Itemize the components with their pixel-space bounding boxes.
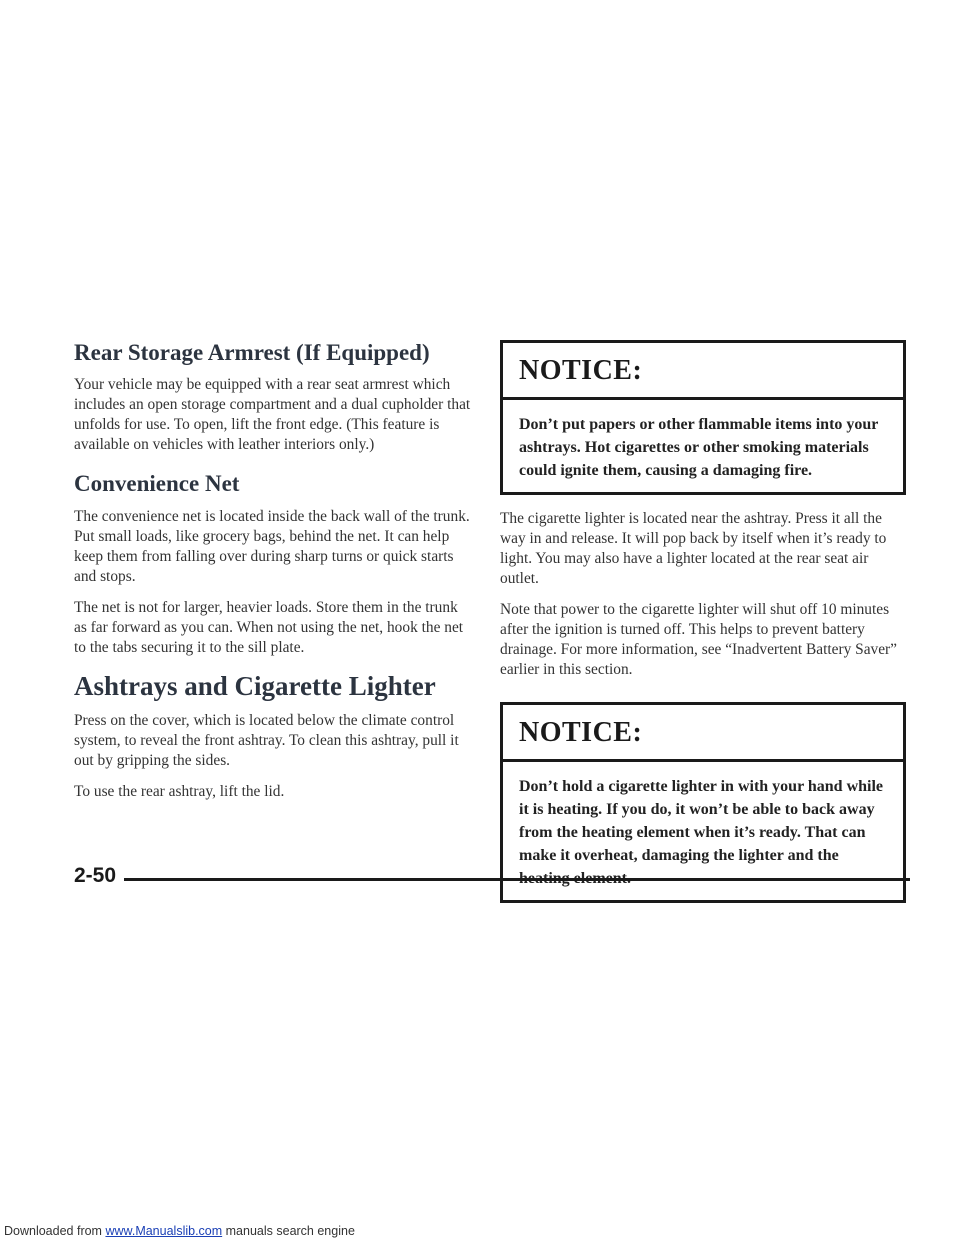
page-number: 2-50: [74, 864, 117, 887]
download-source-line: [4, 1224, 355, 1238]
section-title-convenience-net: Convenience Net: [74, 471, 240, 497]
section-title-rear-storage-armrest: Rear Storage Armrest (If Equipped): [74, 340, 430, 365]
left-column: [74, 340, 474, 813]
paragraph-net-1: The convenience net is located inside the back wall of the trunk. Put small loads, like grocery bags, behind the net. It can help keep them from falling over during sharp turns or quick starts and stops.: [74, 507, 470, 585]
footer-rule: [124, 878, 910, 881]
notice-body: Don’t hold a cigarette lighter in with your hand while it is heating. If you do, it won’t be able to back away from the heating element when it’s ready. That can make it overheat, damaging the lighter and the: [519, 778, 884, 864]
notice-box-flammable: [500, 340, 906, 495]
download-prefix: Downloaded from: [4, 1224, 106, 1238]
paragraph-ashtray-1: Press on the cover, which is located below the climate control system, to reveal the front ashtray. To clean this ashtray, pull it out by gripping the sides.: [74, 712, 459, 770]
notice-body: Don’t put papers or other flammable items into your ashtrays. Hot cigarettes or other smoking materials could ignite them, causing a damaging fire.: [519, 416, 879, 479]
notice-heading: NOTICE:: [503, 705, 903, 762]
paragraph-lighter-1: The cigarette lighter is located near the ashtray. Press it all the way in and release. It will pop back by itself when it’s ready to light. You may also have a lighter located at the rear seat air outlet.: [500, 510, 887, 587]
section-title-ashtrays-lighter: Ashtrays and Cigarette Lighter: [74, 670, 436, 701]
right-column: [500, 340, 906, 903]
manualslib-link[interactable]: www.Manualslib.com: [105, 1224, 223, 1238]
paragraph-armrest: Your vehicle may be equipped with a rear seat armrest which includes an open storage compartment and a dual cupholder that unfolds for use. To open, lift the front edge. (This feature is available on vehicles with leather interiors only.): [74, 376, 471, 454]
paragraph-lighter-2: Note that power to the cigarette lighter will shut off 10 minutes after the ignition is turned off. This helps to prevent battery drainage. For more information, see “Inadvertent Battery Saver” earlier in this section.: [500, 601, 898, 678]
download-suffix: manuals search engine: [222, 1224, 355, 1238]
paragraph-net-2: The net is not for larger, heavier loads. Store them in the trunk as far forward as you can. When not using the net, hook the net to the tabs securing it to the sill plate.: [74, 598, 464, 656]
paragraph-ashtray-2: To use the rear ashtray, lift the lid.: [74, 783, 285, 801]
notice-heading: NOTICE:: [503, 343, 903, 400]
page-footer: [74, 864, 910, 890]
